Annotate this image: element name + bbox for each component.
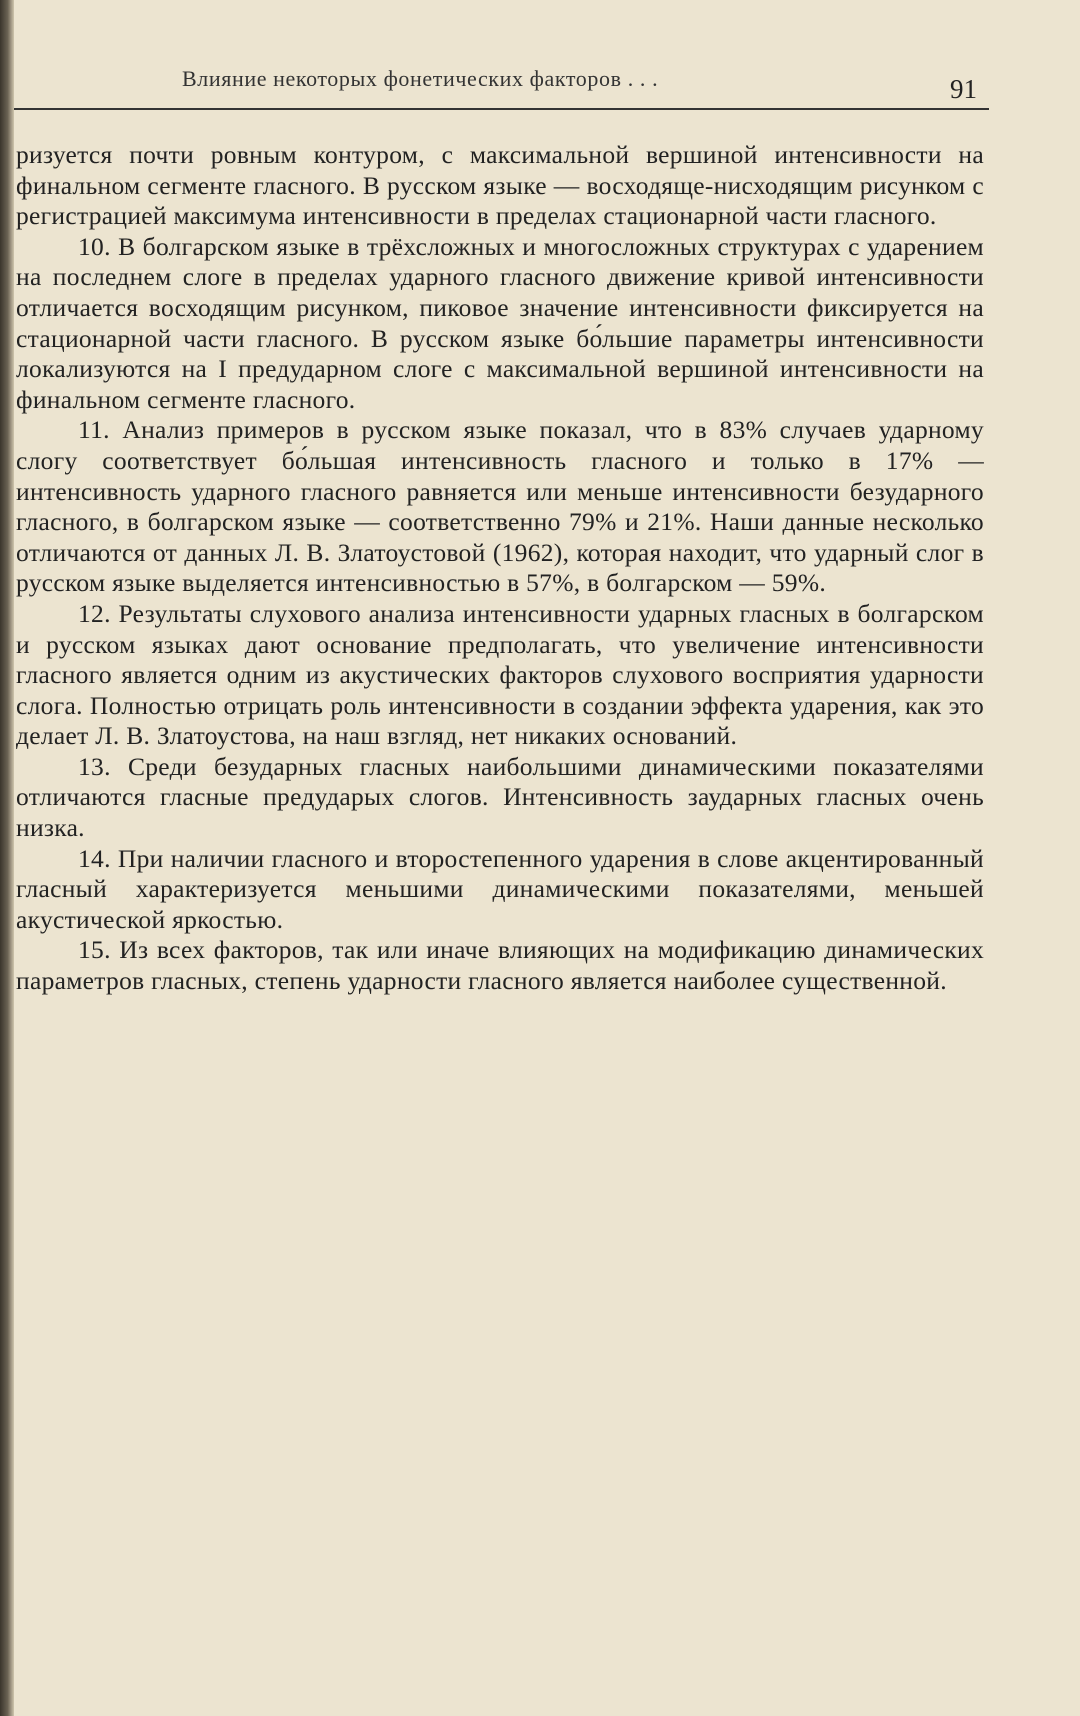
paragraph-continuation: ризуется почти ровным контуром, с максимальной вершиной интенсивности на финальном сегменте гласного. В русском языке — восходяще-нисходящим рисунком с регистрацией максимума интенсивности в пределах стационарной части гласного. [16, 140, 984, 231]
header-rule [14, 108, 989, 110]
paragraph-12: 12. Результаты слухового анализа интенсивности ударных гласных в болгарском и русском языках дают основание предполагать, что увеличение интенсивности гласного является одним из акустических факторов слухового восприятия ударности слога. Полностью отрицать роль интенсивности в создании эффекта ударения, как это делает Л. В. Златоустова, на наш взгляд, нет никаких оснований. [16, 598, 984, 751]
running-title: Влияние некоторых фонетических факторов . . . [182, 66, 659, 91]
paragraph-15: 15. Из всех факторов, так или иначе влияющих на модификацию динамических параметров гласных, степень ударности гласного является наиболее существенной. [16, 935, 984, 996]
paragraph-10: 10. В болгарском языке в трёхсложных и многосложных структурах с ударением на последнем слоге в пределах ударного гласного движение кривой интенсивности отличается восходящим рисунком, пиковое значение интенсивности фиксируется на стационарной части гласного. В русском языке бо́льшие параметры интенсивности локализуются на I предударном слоге с максимальной вершиной интенсивности на финальном сегменте гласного. [16, 231, 984, 414]
paragraph-14: 14. При наличии гласного и второстепенного ударения в слове акцентированный гласный характеризуется меньшими динамическими показателями, меньшей акустической яркостью. [16, 843, 984, 934]
body-text [16, 140, 984, 997]
page-number: 91 [950, 74, 977, 104]
paragraph-11: 11. Анализ примеров в русском языке показал, что в 83% случаев ударному слогу соответствует бо́льшая интенсивность гласного и только в 17% — интенсивность ударного гласного равняется или меньше интенсивности безударного гласного, в болгарском языке — соответственно 79% и 21%. Наши данные несколько отличаются от данных Л. В. Златоустовой (1962), которая находит, что ударный слог в русском языке выделяется интенсивностью в 57%, в болгарском — 59%. [16, 415, 984, 598]
paragraph-13: 13. Среди безударных гласных наибольшими динамическими показателями отличаются гласные предударых слогов. Интенсивность заударных гласных очень низка. [16, 751, 984, 843]
